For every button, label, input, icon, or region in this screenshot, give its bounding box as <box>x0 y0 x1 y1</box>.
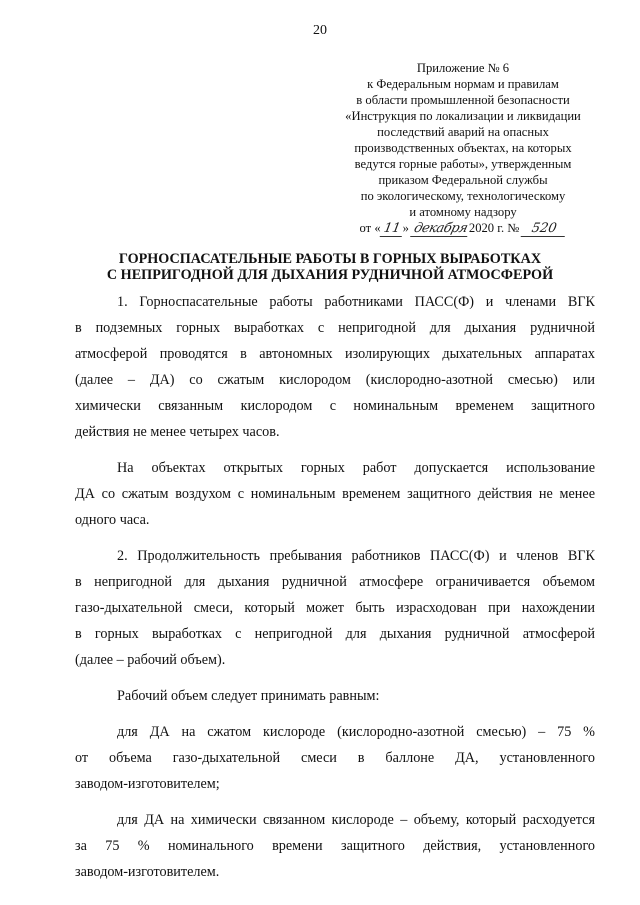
section-title <box>60 251 600 283</box>
text-line: заводом-изготовителем. <box>75 864 220 880</box>
handwritten-day: 11 <box>379 222 404 237</box>
text-line: для ДА на сжатом кислороде (кислородно-азотной смесью) – 75 % <box>117 724 595 740</box>
appendix-line: Приложение № 6 <box>416 61 510 75</box>
text-line: атмосферой проводятся в автономных изолирующих дыхательных аппаратах <box>75 346 595 362</box>
text-line: ДА со сжатым воздухом с номинальным временем защитного действия не менее <box>75 486 595 502</box>
paragraph-2 <box>75 455 595 533</box>
text-line: за 75 % номинального времени защитного действия, установленного <box>75 838 595 854</box>
text-line: На объектах открытых горных работ допускается использование <box>117 460 595 476</box>
text-line: 1. Горноспасательные работы работниками ПАСС(Ф) и членами ВГК <box>117 294 595 310</box>
text-line: от объема газо-дыхательной смеси в баллоне ДА, установленного <box>75 750 595 766</box>
handwritten-month: декабря <box>410 222 471 237</box>
title-line-1: ГОРНОСПАСАТЕЛЬНЫЕ РАБОТЫ В ГОРНЫХ ВЫРАБОТКАХ <box>118 251 542 267</box>
paragraph-4 <box>75 683 595 709</box>
text-line: (далее – рабочий объем). <box>75 652 226 668</box>
handwritten-order-number: 520 <box>521 222 568 237</box>
appendix-line: в области промышленной безопасности <box>356 93 570 107</box>
text-line: газо-дыхательной смеси, который может быть израсходован при нахождении <box>75 600 595 616</box>
appendix-line: ведутся горные работы», утвержденным <box>354 157 572 171</box>
date-mid: » <box>402 221 409 235</box>
text-line: Рабочий объем следует принимать равным: <box>117 688 380 704</box>
paragraph-1 <box>75 289 595 445</box>
appendix-header <box>318 60 608 237</box>
text-line: для ДА на химически связанном кислороде – объему, который расходуется <box>117 812 595 828</box>
document-body <box>75 289 595 885</box>
appendix-line: приказом Федеральной службы <box>378 173 548 187</box>
title-line-2: С НЕПРИГОДНОЙ ДЛЯ ДЫХАНИЯ РУДНИЧНОЙ АТМОСФЕРОЙ <box>106 267 554 283</box>
text-line: в подземных горных выработках с непригодной для дыхания рудничной <box>75 320 595 336</box>
paragraph-5 <box>75 719 595 797</box>
appendix-line: к Федеральным нормам и правилам <box>367 77 559 91</box>
date-prefix: от « <box>359 221 381 235</box>
year-and-number-label: 2020 г. № <box>468 221 520 235</box>
text-line: одного часа. <box>75 512 150 528</box>
text-line: (далее – ДА) со сжатым кислородом (кислородно-азотной смесью) или <box>75 372 595 388</box>
appendix-line: и атомному надзору <box>409 205 517 219</box>
text-line: в непригодной для дыхания рудничной атмосфере ограничивается объемом <box>75 574 595 590</box>
appendix-line: «Инструкция по локализации и ликвидации <box>345 109 581 123</box>
text-line: химически связанным кислородом с номинальным временем защитного <box>75 398 595 414</box>
paragraph-6 <box>75 807 595 885</box>
text-line: действия не менее четырех часов. <box>75 424 280 440</box>
appendix-line: производственных объектах, на которых <box>354 141 572 155</box>
appendix-line: последствий аварий на опасных <box>377 125 549 139</box>
page-number: 20 <box>313 23 327 38</box>
text-line: в горных выработках с непригодной для дыхания рудничной атмосферой <box>75 626 595 642</box>
order-date-line <box>318 220 608 237</box>
appendix-line: по экологическому, технологическому <box>360 189 566 203</box>
text-line: заводом-изготовителем; <box>75 776 220 792</box>
text-line: 2. Продолжительность пребывания работников ПАСС(Ф) и членов ВГК <box>117 548 595 564</box>
paragraph-3 <box>75 543 595 673</box>
